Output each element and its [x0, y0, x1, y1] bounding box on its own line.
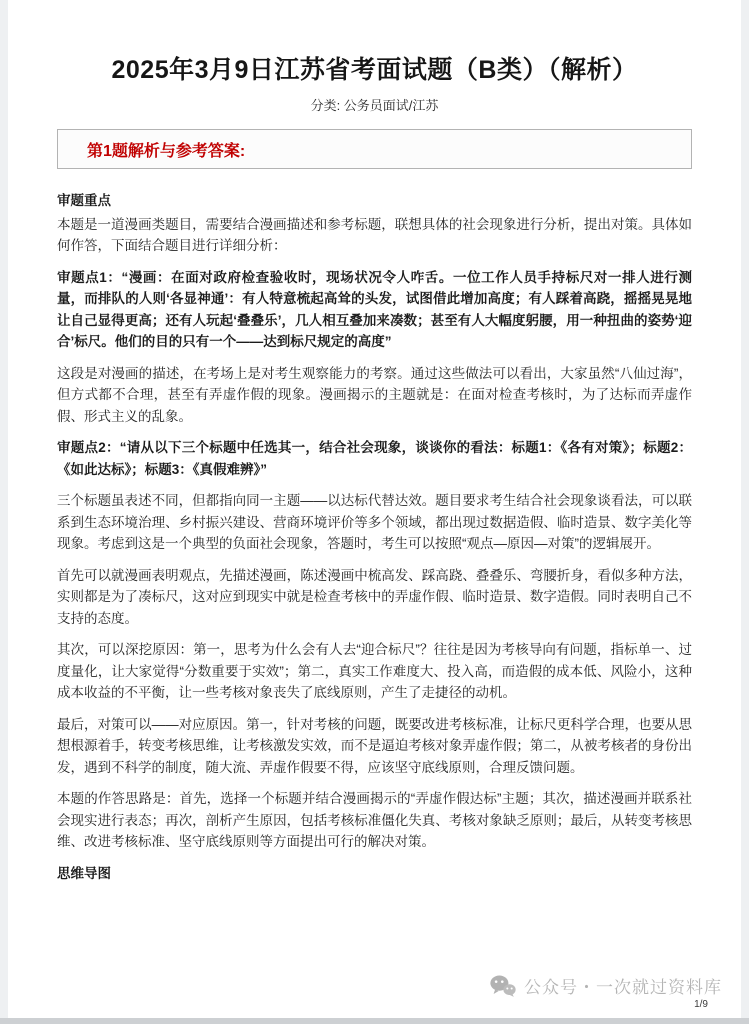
paragraph: 本题是一道漫画类题目，需要结合漫画描述和参考标题，联想具体的社会现象进行分析，提出对策。具体如何作答，下面结合题目进行详细分析： — [57, 216, 692, 253]
paragraph: 其次，可以深挖原因：第一，思考为什么会有人去“迎合标尺”？往往是因为考核导向有问题，指标单一、过度量化，让大家觉得“分数重要于实效”；第二，真实工作难度大、投入高，而造假的成本低、风险小，这种成本收益的不平衡，让一些考核对象丧失了底线原则，产生了走捷径的动机。 — [57, 642, 692, 700]
paragraph: 本题的作答思路是：首先，选择一个标题并结合漫画揭示的“弄虚作假达标”主题；其次，描述漫画并联系社会现实进行表态；再次，剖析产生原因，包括考核标准僵化失真、考核对象缺乏原则；最后，从转变考核思维、改进考核标准、坚守底线原则等方面提出可行的解决对策。 — [57, 791, 692, 849]
page-number: 1/9 — [694, 999, 708, 1010]
viewer-gutter-right — [741, 0, 749, 1024]
paragraph-question-point-1: 审题点1：“漫画：在面对政府检查验收时，现场状况令人咋舌。一位工作人员手持标尺对一排人进行测量，而排队的人则‘各显神通’：有人特意梳起高耸的头发，试图借此增加高度；有人踩着高跷，摇摇晃晃地让自己显得更高；还有人玩起‘叠叠乐’，几人相互叠加来凑数；甚至有人大幅度躬腰，用一种扭曲的姿势‘迎合’标尺。他们的目的只有一个——达到标尺规定的高度” — [57, 269, 692, 349]
heading-mind-map: 思维导图 — [57, 865, 111, 881]
page-content — [8, 50, 741, 884]
paragraph-question-point-2: 审题点2：“请从以下三个标题中任选其一，结合社会现象，谈谈你的看法：标题1：《各有对策》；标题2：《如此达标》；标题3：《真假难辨》” — [57, 440, 692, 477]
watermark-text: 公众号・一次就过资料库 — [524, 978, 722, 997]
answer-section-box — [57, 129, 692, 169]
paragraph: 首先可以就漫画表明观点，先描述漫画，陈述漫画中梳高发、踩高跷、叠叠乐、弯腰折身，看似多种方法，实则都是为了凑标尺，这对应到现实中就是检查考核中的弄虚作假、临时造景、数字造假。同时表明自己不支持的态度。 — [57, 567, 692, 626]
answer-section-header: 第1题解析与参考答案: — [87, 142, 246, 160]
document-page — [8, 0, 741, 1018]
paragraph: 最后，对策可以——对应原因。第一，针对考核的问题，既要改进考核标准，让标尺更科学合理，也要从思想根源着手，转变考核思维，让考核激发实效，而不是逼迫考核对象弄虚作假；第二，从被考核者的身份出发，遇到不科学的制度，随大流、弄虚作假要不得，应该坚守底线原则，合理反馈问题。 — [57, 716, 692, 775]
watermark — [490, 973, 722, 998]
heading-key-points: 审题重点 — [57, 193, 111, 208]
paragraph: 这段是对漫画的描述，在考场上是对考生观察能力的考察。通过这些做法可以看出，大家虽然“八仙过海”，但方式都不合理，甚至有弄虚作假的现象。漫画揭示的主题就是：在面对检查考核时，为了达标而弄虚作假、形式主义的乱象。 — [57, 365, 692, 424]
page-title: 2025年3月9日江苏省考面试题（B类）（解析） — [111, 56, 638, 84]
paragraph: 三个标题虽表述不同，但都指向同一主题——以达标代替达效。题目要求考生结合社会现象谈看法，可以联系到生态环境治理、乡村振兴建设、营商环境评价等多个领域，都出现过数据造假、临时造景、数字美化等现象。考虑到这是一个典型的负面社会现象，答题时，考生可以按照“观点—原因—对策”的逻辑展开。 — [57, 493, 692, 551]
viewer-gutter-left — [0, 0, 8, 1024]
analysis-body — [57, 190, 692, 884]
category-label: 分类: 公务员面试/江苏 — [310, 98, 439, 113]
page-bottom-edge — [0, 1018, 749, 1024]
wechat-icon — [490, 975, 516, 997]
